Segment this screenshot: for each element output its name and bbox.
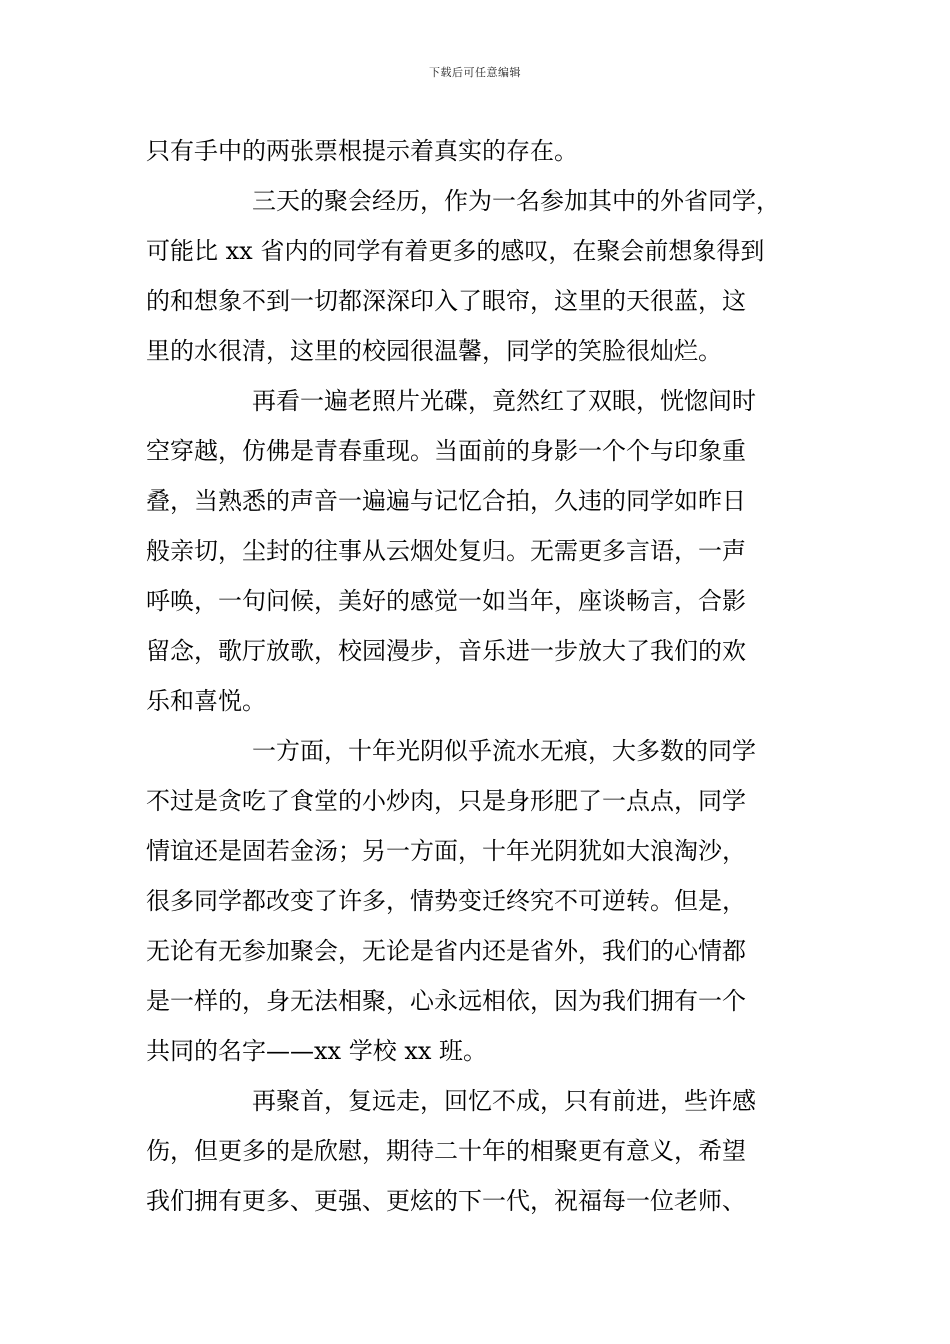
text-line: 一方面，十年光阴似乎流水无痕，大多数的同学 [252,737,756,765]
text-line: 只有手中的两张票根提示着真实的存在。 [146,137,578,165]
text-line: 无论有无参加聚会，无论是省内还是省外，我们的心情都 [146,937,746,965]
text-line: 伤，但更多的是欣慰，期待二十年的相聚更有意义，希望 [146,1137,746,1165]
text-line: 再聚首，复远走，回忆不成，只有前进，些许感 [252,1087,756,1115]
text-line: 般亲切，尘封的往事从云烟处复归。无需更多言语，一声 [146,537,746,565]
text-line: 呼唤，一句问候，美好的感觉一如当年，座谈畅言，合影 [146,587,746,615]
text-line: 里的水很清，这里的校园很温馨，同学的笑脸很灿烂。 [146,337,722,365]
text-line: 再看一遍老照片光碟，竟然红了双眼，恍惚间时 [252,387,756,415]
text-line: 留念，歌厅放歌，校园漫步，音乐进一步放大了我们的欢 [146,637,746,665]
text-line: 空穿越，仿佛是青春重现。当面前的身影一个个与印象重 [146,437,746,465]
text-line: 我们拥有更多、更强、更炫的下一代，祝福每一位老师、 [146,1187,746,1215]
text-line: 不过是贪吃了食堂的小炒肉，只是身形肥了一点点，同学 [146,787,746,815]
text-line: 的和想象不到一切都深深印入了眼帘，这里的天很蓝，这 [146,287,746,315]
text-line: 共同的名字——xx 学校 xx 班。 [146,1037,488,1065]
body-text [146,126,806,1226]
text-line: 乐和喜悦。 [146,687,266,715]
text-line: 可能比 xx 省内的同学有着更多的感叹，在聚会前想象得到 [146,237,765,265]
text-line: 三天的聚会经历，作为一名参加其中的外省同学， [252,187,780,215]
text-line: 情谊还是固若金汤；另一方面，十年光阴犹如大浪淘沙， [146,837,746,865]
text-line: 是一样的，身无法相聚，心永远相依，因为我们拥有一个 [146,987,746,1015]
text-line: 很多同学都改变了许多，情势变迁终究不可逆转。但是， [146,887,746,915]
header-note: 下载后可任意编辑 [429,66,521,79]
text-line: 叠，当熟悉的声音一遍遍与记忆合拍，久违的同学如昨日 [146,487,746,515]
